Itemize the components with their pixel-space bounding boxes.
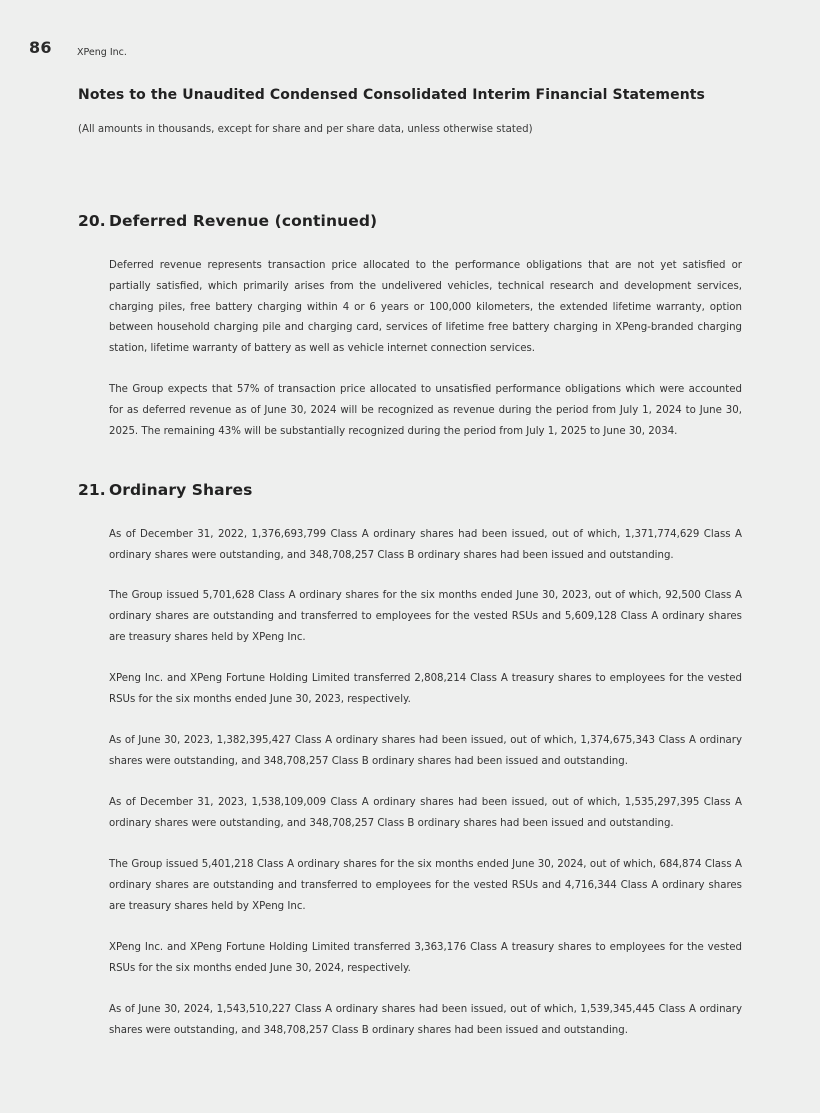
section-title: Ordinary Shares [109, 481, 253, 499]
paragraph: Deferred revenue represents transaction price allocated to the performance obligations that are not yet satisfied or partially satisfied, which primarily arises from the undelivered vehicles, technical research and development services, charging piles, free battery charging within 4 or 6 years or 100,000 kilometers, the extended lifetime warranty, option between household charging pile and charging card, services of lifetime free battery charging in XPeng-branded charging station, lifetime warranty of battery as well as vehicle internet connection services. [109, 260, 742, 355]
paragraph: As of June 30, 2023, 1,382,395,427 Class A ordinary shares had been issued, out of which, 1,374,675,343 Class A ordinary shares were outstanding, and 348,708,257 Class B ordinary shares had been issued and outstanding. [109, 735, 742, 767]
section-title: Deferred Revenue (continued) [109, 212, 378, 230]
paragraph: As of December 31, 2022, 1,376,693,799 Class A ordinary shares had been issued, out of which, 1,371,774,629 Class A ordinary shares were outstanding, and 348,708,257 Class B ordinary shares had been issued and outstanding. [109, 529, 742, 561]
paragraph: XPeng Inc. and XPeng Fortune Holding Limited transferred 2,808,214 Class A treasury shares to employees for the vested RSUs for the six months ended June 30, 2023, respectively. [109, 673, 742, 705]
section-heading-deferred-revenue [78, 212, 377, 230]
section-heading-ordinary-shares [78, 481, 252, 499]
document-subtitle: (All amounts in thousands, except for share and per share data, unless otherwise stated) [78, 124, 533, 135]
paragraph: The Group issued 5,701,628 Class A ordinary shares for the six months ended June 30, 2023, out of which, 92,500 Class A ordinary shares are outstanding and transferred to employees for the vested RSUs and 5,609,128 Class A ordinary shares are treasury shares held by XPeng Inc. [109, 590, 742, 643]
paragraph: The Group expects that 57% of transaction price allocated to unsatisfied performance obligations which were accounted for as deferred revenue as of June 30, 2024 will be recognized as revenue during the period from July 1, 2024 to June 30, 2025. The remaining 43% will be substantially recognized during the period from July 1, 2025 to June 30, 2034. [109, 384, 742, 437]
paragraph: As of December 31, 2023, 1,538,109,009 Class A ordinary shares had been issued, out of which, 1,535,297,395 Class A ordinary shares were outstanding, and 348,708,257 Class B ordinary shares had been issued and outstanding. [109, 797, 742, 829]
paragraph: XPeng Inc. and XPeng Fortune Holding Limited transferred 3,363,176 Class A treasury shares to employees for the vested RSUs for the six months ended June 30, 2024, respectively. [109, 942, 742, 974]
paragraph: As of June 30, 2024, 1,543,510,227 Class A ordinary shares had been issued, out of which, 1,539,345,445 Class A ordinary shares were outstanding, and 348,708,257 Class B ordinary shares had been issued and outstanding. [109, 1004, 742, 1036]
company-name: XPeng Inc. [77, 47, 127, 58]
section-number: 21. [78, 481, 106, 499]
section-number: 20. [78, 212, 106, 230]
document-title: Notes to the Unaudited Condensed Consolidated Interim Financial Statements [78, 87, 705, 103]
page-number: 86 [29, 38, 52, 57]
paragraph: The Group issued 5,401,218 Class A ordinary shares for the six months ended June 30, 2024, out of which, 684,874 Class A ordinary shares are outstanding and transferred to employees for the vested RSUs and 4,716,344 Class A ordinary shares are treasury shares held by XPeng Inc. [109, 859, 742, 912]
